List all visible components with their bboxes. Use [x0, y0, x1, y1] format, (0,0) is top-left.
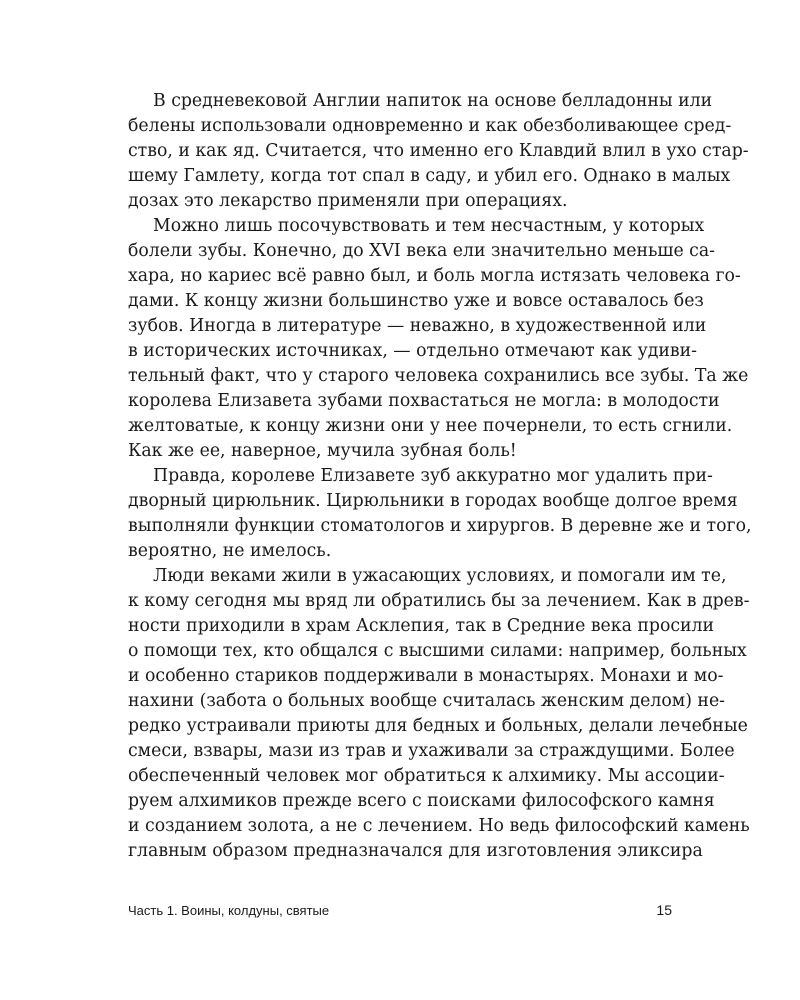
text-line: выполняли функции стоматологов и хирургов. В деревне же и того,	[128, 516, 752, 536]
text-line: Можно лишь посочувствовать и тем несчастным, у которых	[153, 216, 705, 236]
text-line: в исторических источниках, — отдельно отмечают как удиви-	[128, 341, 697, 361]
text-line: о помощи тех, кто общался с высшими силами: например, больных	[128, 641, 747, 661]
text-line: дозах это лекарство применяли при операциях.	[128, 191, 568, 211]
page-number: 15	[656, 902, 672, 918]
paragraph	[128, 464, 752, 564]
body-text	[128, 89, 752, 864]
text-line: ности приходили в храм Асклепия, так в Средние века просили	[128, 616, 715, 636]
text-line: желтоватые, к концу жизни они у нее почернели, то есть сгнили.	[128, 416, 733, 436]
text-line: дворный цирюльник. Цирюльники в городах вообще долгое время	[128, 491, 738, 511]
text-line: ство, и как яд. Считается, что именно его Клавдий влил в ухо стар-	[128, 141, 749, 161]
text-line: вероятно, не имелось.	[128, 541, 332, 561]
text-line: тельный факт, что у старого человека сохранились все зубы. Та же	[128, 366, 749, 386]
text-line: и особенно стариков поддерживали в монастырях. Монахи и мо-	[128, 666, 724, 686]
text-line: редко устраивали приюты для бедных и больных, делали лечебные	[128, 716, 748, 736]
text-line: хара, но кариес всё равно был, и боль могла истязать человека го-	[128, 266, 741, 286]
paragraph	[128, 214, 749, 464]
text-line: шему Гамлету, когда тот спал в саду, и убил его. Однако в малых	[128, 166, 731, 186]
page-footer	[128, 903, 672, 923]
paragraph	[128, 564, 750, 864]
running-head: Часть 1. Воины, колдуны, святые	[128, 903, 330, 918]
text-line: белены использовали одновременно и как обезболивающее сред-	[128, 116, 732, 136]
paragraph	[128, 89, 749, 214]
text-line: Правда, королеве Елизавете зуб аккуратно мог удалить при-	[153, 466, 713, 486]
text-line: дами. К концу жизни большинство уже и вовсе оставалось без	[128, 291, 704, 311]
text-line: нахини (забота о больных вообще считалась женским делом) не-	[128, 691, 726, 711]
text-line: и созданием золота, а не с лечением. Но ведь философский камень	[128, 816, 750, 836]
text-line: обеспеченный человек мог обратиться к алхимику. Мы ассоции-	[128, 766, 725, 786]
text-line: руем алхимиков прежде всего с поисками философского камня	[128, 791, 715, 811]
text-line: главным образом предназначался для изготовления эликсира	[128, 841, 703, 861]
text-line: королева Елизавета зубами похвастаться не могла: в молодости	[128, 391, 720, 411]
text-line: зубов. Иногда в литературе — неважно, в художественной или	[128, 316, 707, 336]
text-line: болели зубы. Конечно, до XVI века ели значительно меньше са-	[128, 241, 715, 261]
text-line: Люди веками жили в ужасающих условиях, и помогали им те,	[153, 566, 727, 586]
text-line: В средневековой Англии напиток на основе белладонны или	[153, 91, 713, 111]
text-line: к кому сегодня мы вряд ли обратились бы за лечением. Как в древ-	[128, 591, 750, 611]
text-line: Как же ее, наверное, мучила зубная боль!	[128, 441, 517, 461]
text-line: смеси, взвары, мази из трав и ухаживали за страждущими. Более	[128, 741, 735, 761]
